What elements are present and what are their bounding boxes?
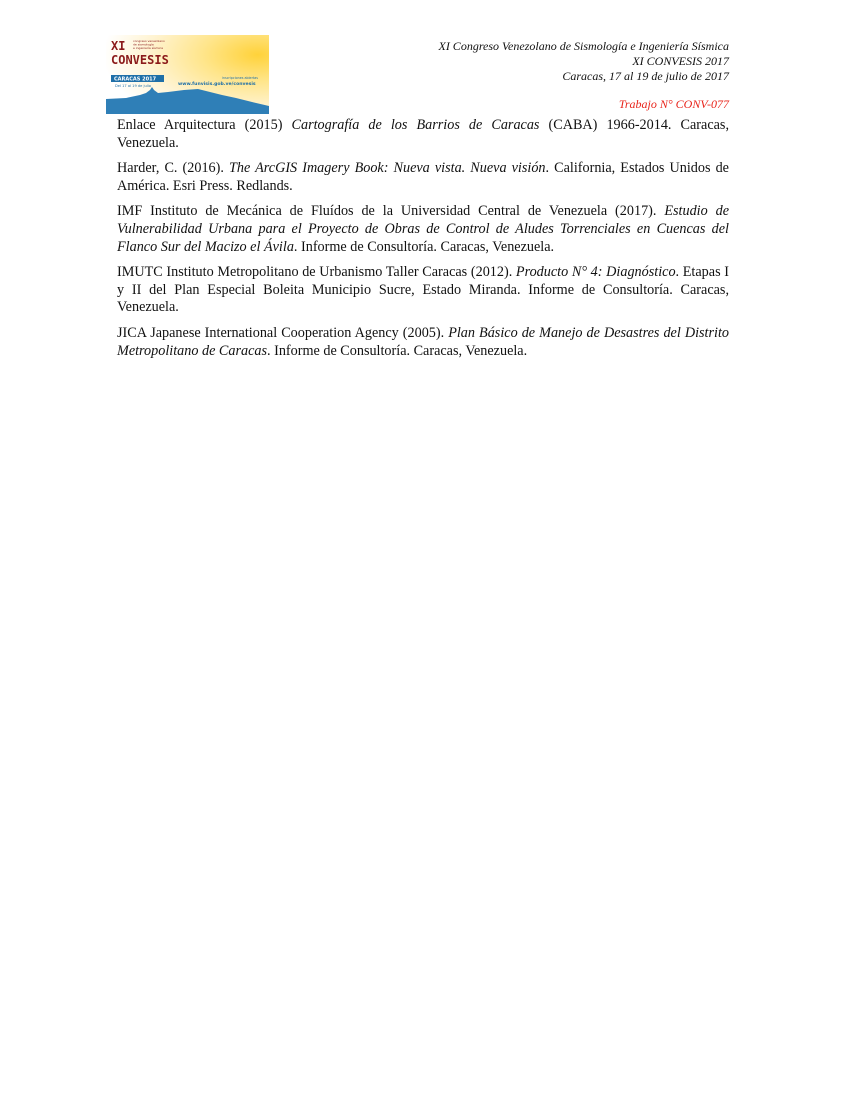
reference-title: Cartografía de los Barrios de Caracas	[291, 117, 540, 133]
logo-subtitle-line2: de sismología	[133, 42, 154, 47]
header-conference-name: XI Congreso Venezolano de Sismología e Ingeniería Sísmica	[438, 39, 729, 53]
reference-title: Plan Básico de Manejo de Desastres del Distrito Metropolitano de Caracas	[117, 324, 729, 359]
reference-details: (CABA) 1966-2014. Caracas, Venezuela.	[117, 117, 729, 151]
reference-authors: Enlace Arquitectura (2015)	[117, 117, 292, 133]
logo-subtitle-line1: congreso venezolano	[133, 39, 165, 43]
reference-entry	[117, 160, 729, 195]
running-header	[309, 39, 729, 112]
reference-details: . Etapas I y II del Plan Especial Boleita Municipio Sucre, Estado Miranda. Informe de Consultoría. Caracas, Venezuela.	[117, 264, 729, 316]
logo-title-line2: CONVESIS	[111, 53, 169, 67]
references-list	[117, 117, 729, 368]
logo-subtitle-line3: e ingeniería sísmica	[133, 46, 163, 50]
reference-entry	[117, 325, 729, 360]
logo-graphic	[106, 35, 269, 114]
reference-details: . California, Estados Unidos de América. Esri Press. Redlands.	[117, 160, 729, 194]
reference-authors: Harder, C. (2016).	[117, 160, 229, 177]
header-conference-short: XI CONVESIS 2017	[632, 54, 729, 68]
logo-registration: inscripciones abiertas	[222, 76, 258, 80]
logo-title-line1: XI	[111, 39, 126, 53]
reference-title: Producto N° 4: Diagnóstico	[515, 264, 676, 281]
reference-entry	[117, 117, 729, 152]
reference-authors: IMF Instituto de Mecánica de Fluídos de la Universidad Central de Venezuela (2017).	[117, 203, 665, 220]
reference-details: . Informe de Consultoría. Caracas, Venezuela.	[293, 238, 555, 255]
header-conference-dates: Caracas, 17 al 19 de julio de 2017	[562, 69, 729, 83]
reference-entry	[117, 203, 729, 256]
conference-logo	[106, 35, 269, 114]
reference-entry	[117, 264, 729, 317]
header-paper-code: Trabajo N° CONV-077	[618, 97, 729, 111]
reference-details: . Informe de Consultoría. Caracas, Venezuela.	[267, 342, 528, 359]
reference-authors: IMUTC Instituto Metropolitano de Urbanismo Taller Caracas (2012).	[117, 264, 516, 281]
logo-city-banner: CARACAS 2017	[114, 76, 157, 83]
reference-title: Estudio de Vulnerabilidad Urbana para el Proyecto de Obras de Control de Aludes Torrenciales en Cuencas del Flanco Sur del Macizo el Ávila	[117, 203, 729, 255]
reference-title: The ArcGIS Imagery Book: Nueva vista. Nueva visión	[229, 160, 546, 177]
reference-authors: JICA Japanese International Cooperation Agency (2005).	[117, 324, 449, 341]
logo-dates: Del 17 al 19 de julio	[115, 84, 151, 88]
logo-url: www.funvisis.gob.ve/convesis	[178, 82, 256, 87]
